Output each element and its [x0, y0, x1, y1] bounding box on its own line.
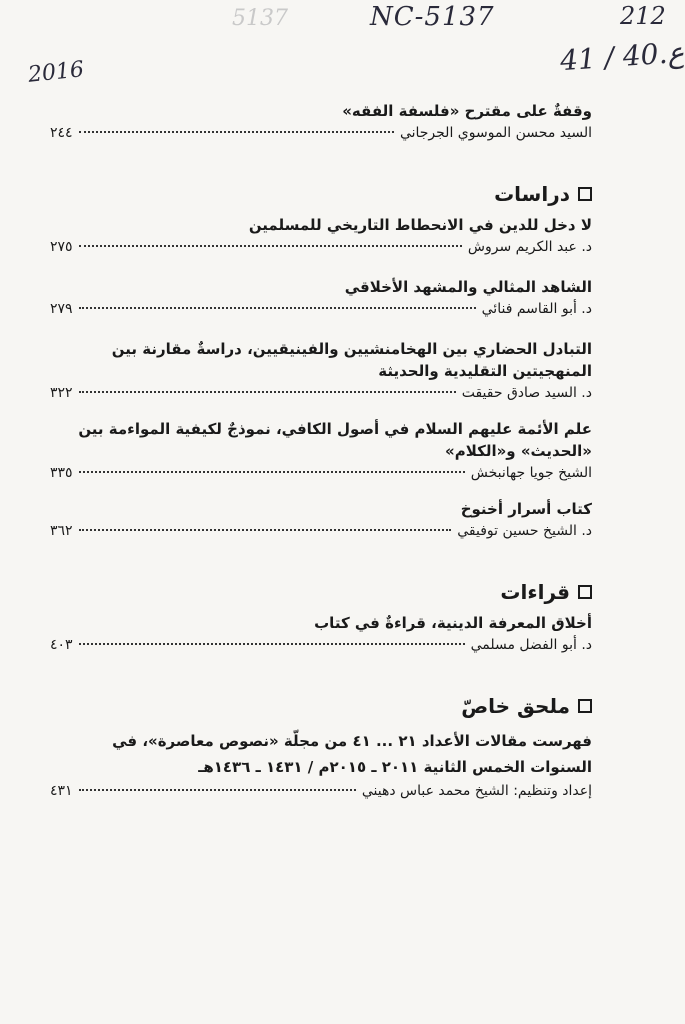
entry-author: د. الشيخ حسين توفيقي: [457, 523, 592, 539]
entry-title: كتاب أسرار أخنوخ: [460, 500, 592, 518]
entry-byline: [50, 236, 592, 258]
leader-dots: [79, 131, 394, 133]
entry-page: ٢٧٥: [50, 239, 73, 255]
leader-dots: [79, 789, 356, 791]
leader-dots: [79, 471, 465, 473]
handwriting-year: 2016: [26, 57, 86, 88]
entry-page: ٣٣٥: [50, 465, 73, 481]
section-title: قراءات: [500, 580, 570, 604]
entry-author: السيد محسن الموسوي الجرجاني: [399, 125, 592, 141]
entry-byline: [50, 462, 592, 484]
handwriting-issue: 41 / 40.ع: [559, 35, 685, 78]
leader-dots: [79, 529, 452, 531]
entry-page: ٢٤٤: [50, 125, 73, 141]
entry-title: الشاهد المثالي والمشهد الأخلاقي: [344, 278, 592, 296]
entry-byline: [50, 298, 592, 320]
entry-author: د. أبو الفضل مسلمي: [470, 637, 592, 653]
square-bullet-icon: [578, 187, 592, 201]
entry-page: ٢٧٩: [50, 301, 73, 317]
entry-author: الشيخ جويا جهانبخش: [470, 465, 592, 481]
handwriting-page-mark: 212: [620, 2, 666, 30]
leader-dots: [79, 643, 465, 645]
entry-byline: [50, 520, 592, 542]
square-bullet-icon: [578, 585, 592, 599]
section-title: دراسات: [494, 182, 570, 206]
entry-byline: [50, 122, 592, 144]
entry-title: وقفةٌ على مقترح «فلسفة الفقه»: [342, 102, 592, 120]
entry-page: ٣٦٢: [50, 523, 73, 539]
entry-title: أخلاق المعرفة الدينية، قراءةٌ في كتاب: [314, 614, 592, 632]
entry-byline: [50, 634, 592, 656]
leader-dots: [79, 245, 462, 247]
table-of-contents: [50, 100, 592, 802]
entry-title: لا دخل للدين في الانحطاط التاريخي للمسلمين: [248, 216, 592, 234]
entry-page: ٣٢٢: [50, 385, 73, 401]
entry-title: فهرست مقالات الأعداد ٢١ ... ٤١ من مجلّة «نصوص معاصرة»، في السنوات الخمس الثانية ٢٠١١ ـ ٢٠١٥م / ١٤٣١ ـ ١٤٣٦هـ: [112, 732, 592, 776]
entry-title: التبادل الحضاري بين الهخامنشيين والفينيقيين، دراسةٌ مقارنة بين المنهجيتين التقليدية والحديثة: [111, 340, 592, 380]
entry-byline: [50, 382, 592, 404]
section-heading-studies: [50, 180, 592, 208]
section-heading-readings: [50, 578, 592, 606]
entry-byline: [50, 780, 592, 802]
leader-dots: [79, 391, 456, 393]
entry-author: د. عبد الكريم سروش: [467, 239, 592, 255]
entry-author: د. السيد صادق حقيقت: [461, 385, 592, 401]
square-bullet-icon: [578, 699, 592, 713]
leader-dots: [79, 307, 476, 309]
handwriting-call-number: NC-5137: [370, 2, 495, 32]
handwriting-ghost: 5137: [232, 6, 288, 31]
section-heading-appendix: [50, 692, 592, 720]
entry-page: ٤٠٣: [50, 637, 73, 653]
entry-title: علم الأئمة عليهم السلام في أصول الكافي، نموذجٌ لكيفية المواءمة بين «الحديث» و«الكلام»: [78, 420, 592, 460]
entry-author: د. أبو القاسم فنائي: [481, 301, 592, 317]
entry-author: إعداد وتنظيم: الشيخ محمد عباس دهيني: [361, 783, 592, 799]
entry-page: ٤٣١: [50, 783, 73, 799]
section-title: ملحق خاصّ: [461, 694, 570, 718]
